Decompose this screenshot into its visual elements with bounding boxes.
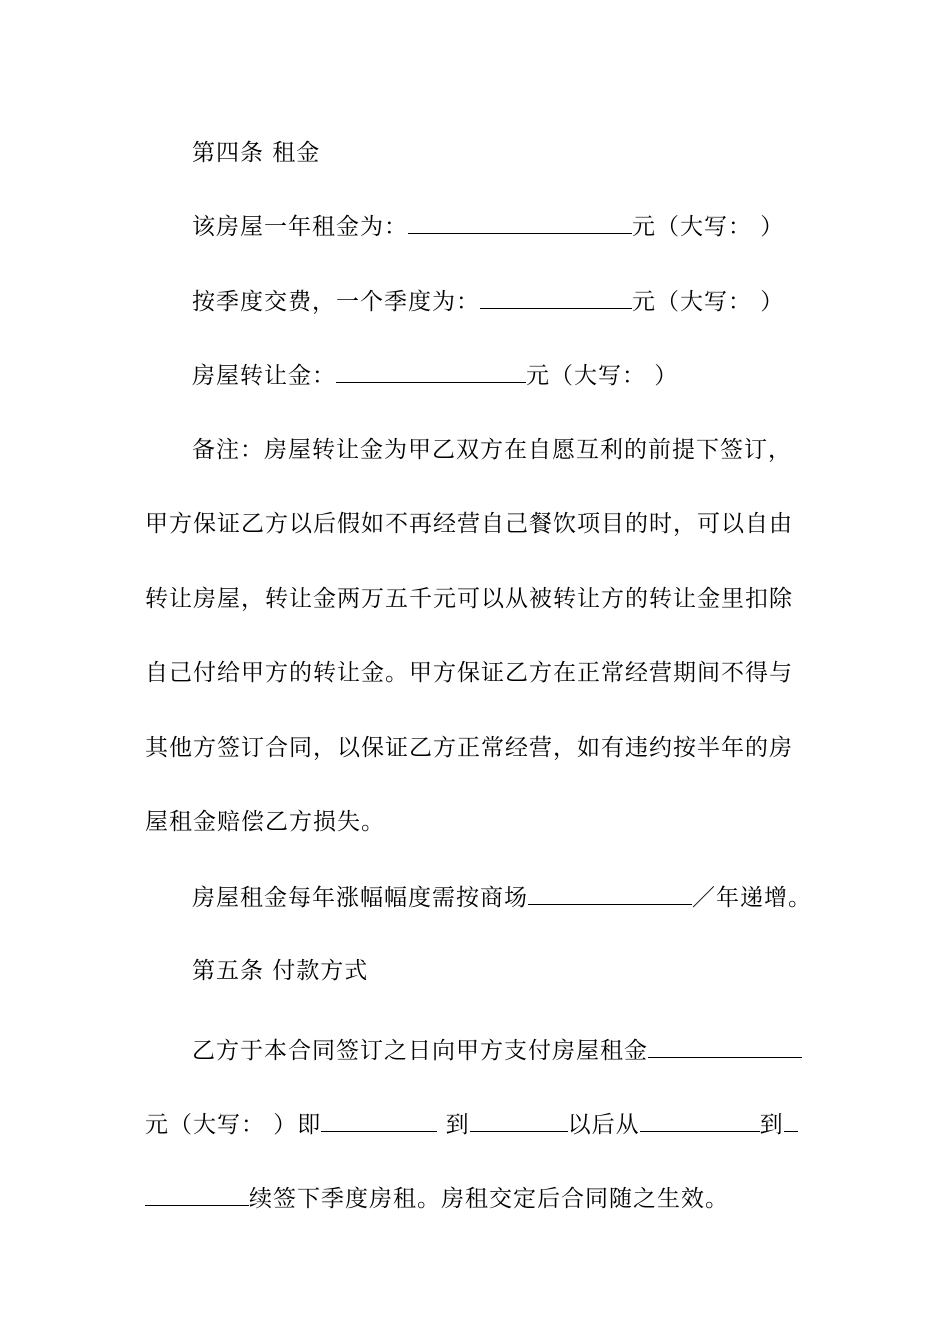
payment-renewal-text: 续签下季度房租。房租交定后合同随之生效。 [249,1186,729,1212]
article4-heading: 第四条 租金 [192,140,321,166]
transfer-blank[interactable] [336,360,526,383]
increase-suffix: ／年递增。 [692,885,812,911]
payment-line-2 [145,1109,798,1139]
payment-to2-blank[interactable] [784,1109,798,1132]
note-line-6: 屋租金赔偿乙方损失。 [145,809,385,835]
transfer-suffix: 元（大写： ） [526,363,679,389]
payment-capital-label: 元（大写： ）即 [145,1112,322,1138]
note-line-2: 甲方保证乙方以后假如不再经营自己餐饮项目的时，可以自由 [145,511,793,537]
payment-to-label: 到 [437,1112,470,1138]
annual-rent-line [192,211,784,241]
transfer-fee-line [192,360,678,390]
note-line-3: 转让房屋，转让金两万五千元可以从被转让方的转让金里扣除 [145,586,793,612]
payment-from-blank[interactable] [321,1109,437,1132]
payment-after-label: 以后从 [567,1112,640,1138]
note-line-5: 其他方签订合同，以保证乙方正常经营，如有违约按半年的房 [145,735,793,761]
payment-to2-label: 到 [759,1112,784,1138]
note-line-1: 备注：房屋转让金为甲乙双方在自愿互利的前提下签订， [192,437,792,463]
payment-after-blank[interactable] [640,1109,760,1132]
annual-rent-blank[interactable] [408,211,632,234]
payment-to-blank[interactable] [470,1109,568,1132]
article5-heading: 第五条 付款方式 [192,958,369,984]
increase-label: 房屋租金每年涨幅幅度需按商场 [192,885,528,911]
quarterly-label: 按季度交费，一个季度为： [192,289,480,315]
note-line-4: 自己付给甲方的转让金。甲方保证乙方在正常经营期间不得与 [145,660,793,686]
quarterly-blank[interactable] [480,286,632,309]
rent-increase-line [192,882,812,912]
payment-amount-blank[interactable] [648,1035,802,1058]
quarterly-rent-line [192,286,784,316]
payment-label: 乙方于本合同签订之日向甲方支付房屋租金 [192,1038,648,1064]
payment-line-1 [192,1035,802,1065]
transfer-label: 房屋转让金： [192,363,336,389]
payment-line-3 [145,1183,729,1213]
increase-blank[interactable] [528,882,692,905]
annual-rent-suffix: 元（大写： ） [632,214,785,240]
quarterly-suffix: 元（大写： ） [632,289,785,315]
annual-rent-label: 该房屋一年租金为： [192,214,408,240]
payment-end-blank[interactable] [145,1183,249,1206]
